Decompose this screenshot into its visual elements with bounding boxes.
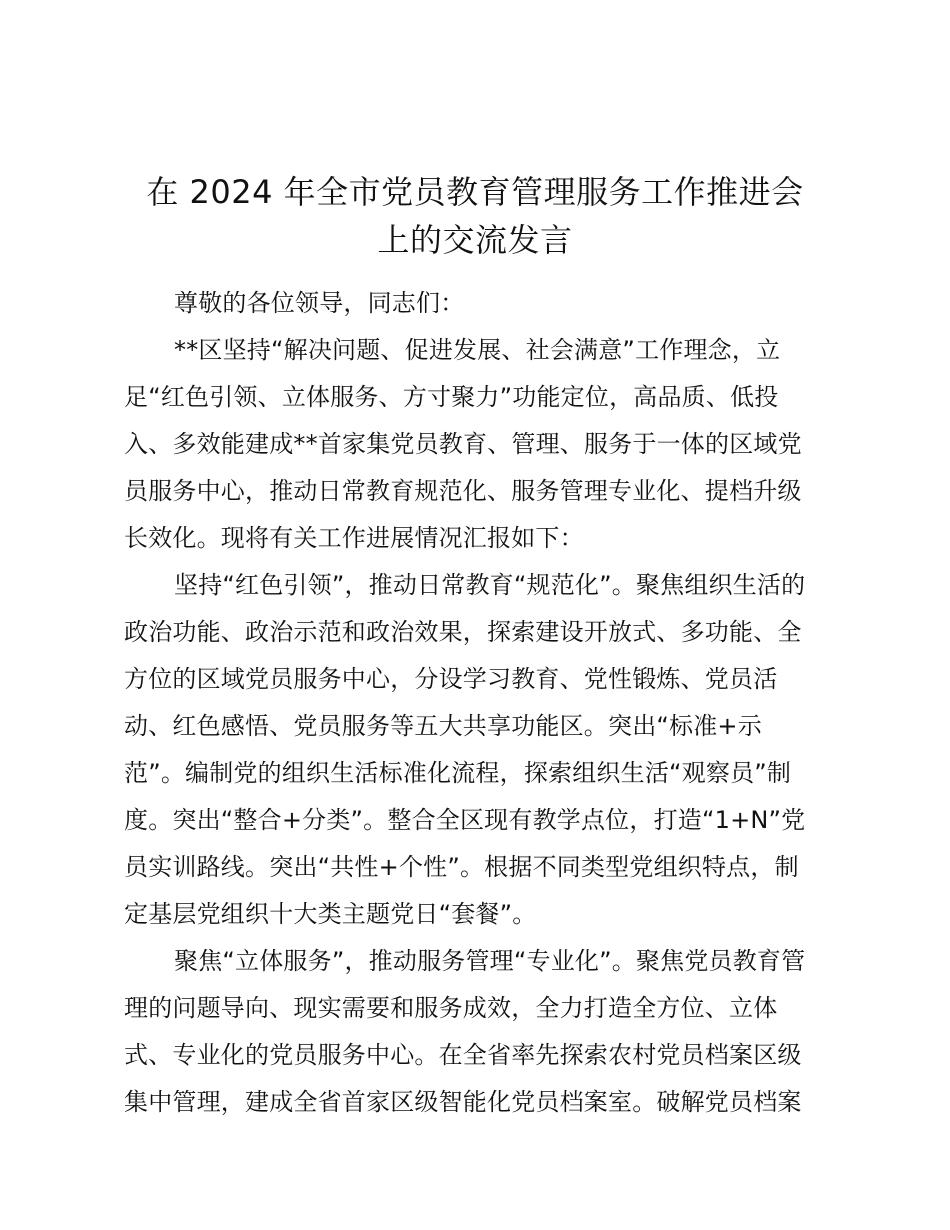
salutation: 尊敬的各位领导，同志们： xyxy=(174,289,465,317)
paragraph-line: 定基层党组织十大类主题党日“套餐”。 xyxy=(124,900,537,928)
paragraph-line: 聚焦“立体服务”，推动服务管理“专业化”。聚焦党员教育管 xyxy=(174,947,806,975)
document-body xyxy=(124,280,829,1126)
paragraph-line: 政治功能、政治示范和政治效果，探索建设开放式、多功能、全 xyxy=(124,618,802,646)
paragraph-line: 度。突出“整合+分类”。整合全区现有教学点位，打造“1+N”党 xyxy=(124,806,806,834)
paragraph-line: 动、红色感悟、党员服务等五大共享功能区。突出“标准+示 xyxy=(124,712,762,740)
document-title xyxy=(120,168,830,264)
paragraph-line: 式、专业化的党员服务中心。在全省率先探索农村党员档案区级 xyxy=(124,1041,802,1069)
paragraph-line: 长效化。现将有关工作进展情况汇报如下： xyxy=(124,524,584,552)
paragraph-line: 理的问题导向、现实需要和服务成效，全力打造全方位、立体 xyxy=(124,994,778,1022)
paragraph-line: **区坚持“解决问题、促进发展、社会满意”工作理念，立 xyxy=(174,336,781,364)
paragraph-line: 员实训路线。突出“共性+个性”。根据不同类型党组织特点，制 xyxy=(124,853,799,881)
title-line: 在 2024 年全市党员教育管理服务工作推进会 xyxy=(146,173,804,211)
paragraph-line: 足“红色引领、立体服务、方寸聚力”功能定位，高品质、低投 xyxy=(124,383,779,411)
paragraph-line: 集中管理，建成全省首家区级智能化党员档案室。破解党员档案 xyxy=(124,1088,802,1116)
paragraph-line: 入、多效能建成**首家集党员教育、管理、服务于一体的区域党 xyxy=(124,430,802,458)
paragraph-line: 范”。编制党的组织生活标准化流程，探索组织生活“观察员”制 xyxy=(124,759,792,787)
title-line: 上的交流发言 xyxy=(377,221,573,259)
paragraph-line: 坚持“红色引领”，推动日常教育“规范化”。聚焦组织生活的 xyxy=(174,571,806,599)
paragraph-line: 方位的区域党员服务中心，分设学习教育、党性锻炼、党员活 xyxy=(124,665,778,693)
paragraph-line: 员服务中心，推动日常教育规范化、服务管理专业化、提档升级 xyxy=(124,477,802,505)
